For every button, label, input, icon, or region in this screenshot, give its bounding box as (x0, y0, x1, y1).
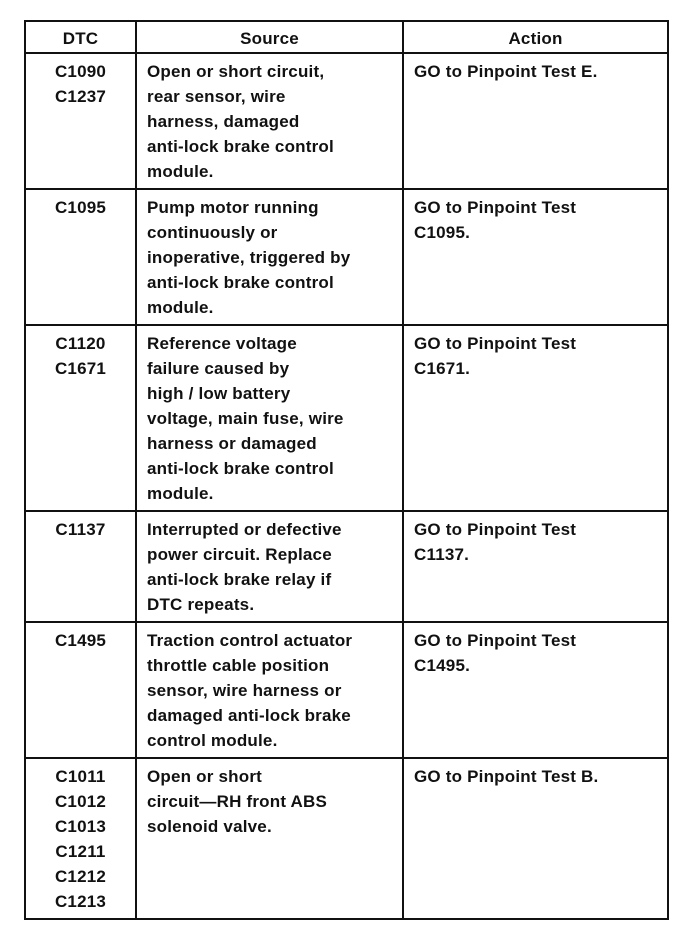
source-cell (136, 511, 403, 622)
table-row (25, 622, 668, 758)
dtc-code: C1137 (55, 520, 106, 539)
table-row (25, 758, 668, 919)
source-line: module. (147, 484, 214, 503)
source-line: Interrupted or defective (147, 520, 342, 539)
dtc-cell (25, 622, 136, 758)
dtc-code: C1013 (54, 817, 107, 836)
table-row (25, 325, 668, 511)
action-line: C1095. (414, 223, 471, 242)
table-header (25, 21, 668, 53)
source-line: high / low battery (147, 384, 291, 403)
action-cell (403, 622, 668, 758)
source-line: anti-lock brake control (147, 137, 334, 156)
action-line: GO to Pinpoint Test (414, 334, 577, 353)
dtc-cell (25, 511, 136, 622)
action-line: GO to Pinpoint Test (414, 520, 577, 539)
source-line: module. (147, 298, 214, 317)
source-line: voltage, main fuse, wire (147, 409, 344, 428)
dtc-code: C1212 (54, 867, 107, 886)
dtc-code: C1120 (55, 334, 106, 353)
source-line: inoperative, triggered by (147, 248, 351, 267)
source-line: failure caused by (147, 359, 290, 378)
source-line: anti-lock brake control (147, 459, 334, 478)
source-line: Traction control actuator (147, 631, 353, 650)
header-action: Action (403, 21, 668, 53)
source-line: Reference voltage (147, 334, 297, 353)
action-line: C1495. (414, 656, 471, 675)
header-source: Source (136, 21, 403, 53)
action-line: C1137. (414, 545, 470, 564)
source-line: solenoid valve. (147, 817, 272, 836)
action-line: C1671. (414, 359, 471, 378)
table-row (25, 511, 668, 622)
source-line: continuously or (147, 223, 278, 242)
action-cell (403, 511, 668, 622)
source-line: module. (147, 162, 214, 181)
source-line: harness, damaged (147, 112, 300, 131)
dtc-code: C1012 (54, 792, 107, 811)
dtc-code: C1671 (54, 359, 107, 378)
source-cell (136, 325, 403, 511)
dtc-cell (25, 325, 136, 511)
source-line: anti-lock brake relay if (147, 570, 332, 589)
action-line: GO to Pinpoint Test (414, 631, 577, 650)
action-line: GO to Pinpoint Test B. (414, 767, 599, 786)
source-line: control module. (147, 731, 278, 750)
source-line: Open or short circuit, (147, 62, 325, 81)
action-cell (403, 325, 668, 511)
action-cell (403, 189, 668, 325)
source-line: Open or short (147, 767, 262, 786)
dtc-cell (25, 189, 136, 325)
dtc-cell (25, 758, 136, 919)
table-body (25, 53, 668, 919)
source-line: sensor, wire harness or (147, 681, 342, 700)
source-cell (136, 189, 403, 325)
source-line: harness or damaged (147, 434, 317, 453)
dtc-code: C1213 (54, 892, 107, 911)
source-line: rear sensor, wire (147, 87, 286, 106)
dtc-code: C1095 (54, 198, 107, 217)
action-cell (403, 758, 668, 919)
action-line: GO to Pinpoint Test (414, 198, 577, 217)
source-cell (136, 53, 403, 189)
dtc-table (24, 20, 669, 920)
source-cell (136, 622, 403, 758)
dtc-code: C1495 (54, 631, 107, 650)
dtc-cell (25, 53, 136, 189)
action-cell (403, 53, 668, 189)
source-line: throttle cable position (147, 656, 330, 675)
header-row (25, 21, 668, 53)
dtc-code: C1237 (54, 87, 107, 106)
source-cell (136, 758, 403, 919)
header-dtc: DTC (25, 21, 136, 53)
source-line: Pump motor running (147, 198, 319, 217)
action-line: GO to Pinpoint Test E. (414, 62, 598, 81)
dtc-code: C1211 (55, 842, 106, 861)
source-line: damaged anti-lock brake (147, 706, 351, 725)
source-line: DTC repeats. (147, 595, 255, 614)
source-line: power circuit. Replace (147, 545, 332, 564)
dtc-code: C1011 (55, 767, 106, 786)
source-line: circuit—RH front ABS (147, 792, 327, 811)
dtc-code: C1090 (54, 62, 107, 81)
table-row (25, 189, 668, 325)
table-row (25, 53, 668, 189)
source-line: anti-lock brake control (147, 273, 334, 292)
